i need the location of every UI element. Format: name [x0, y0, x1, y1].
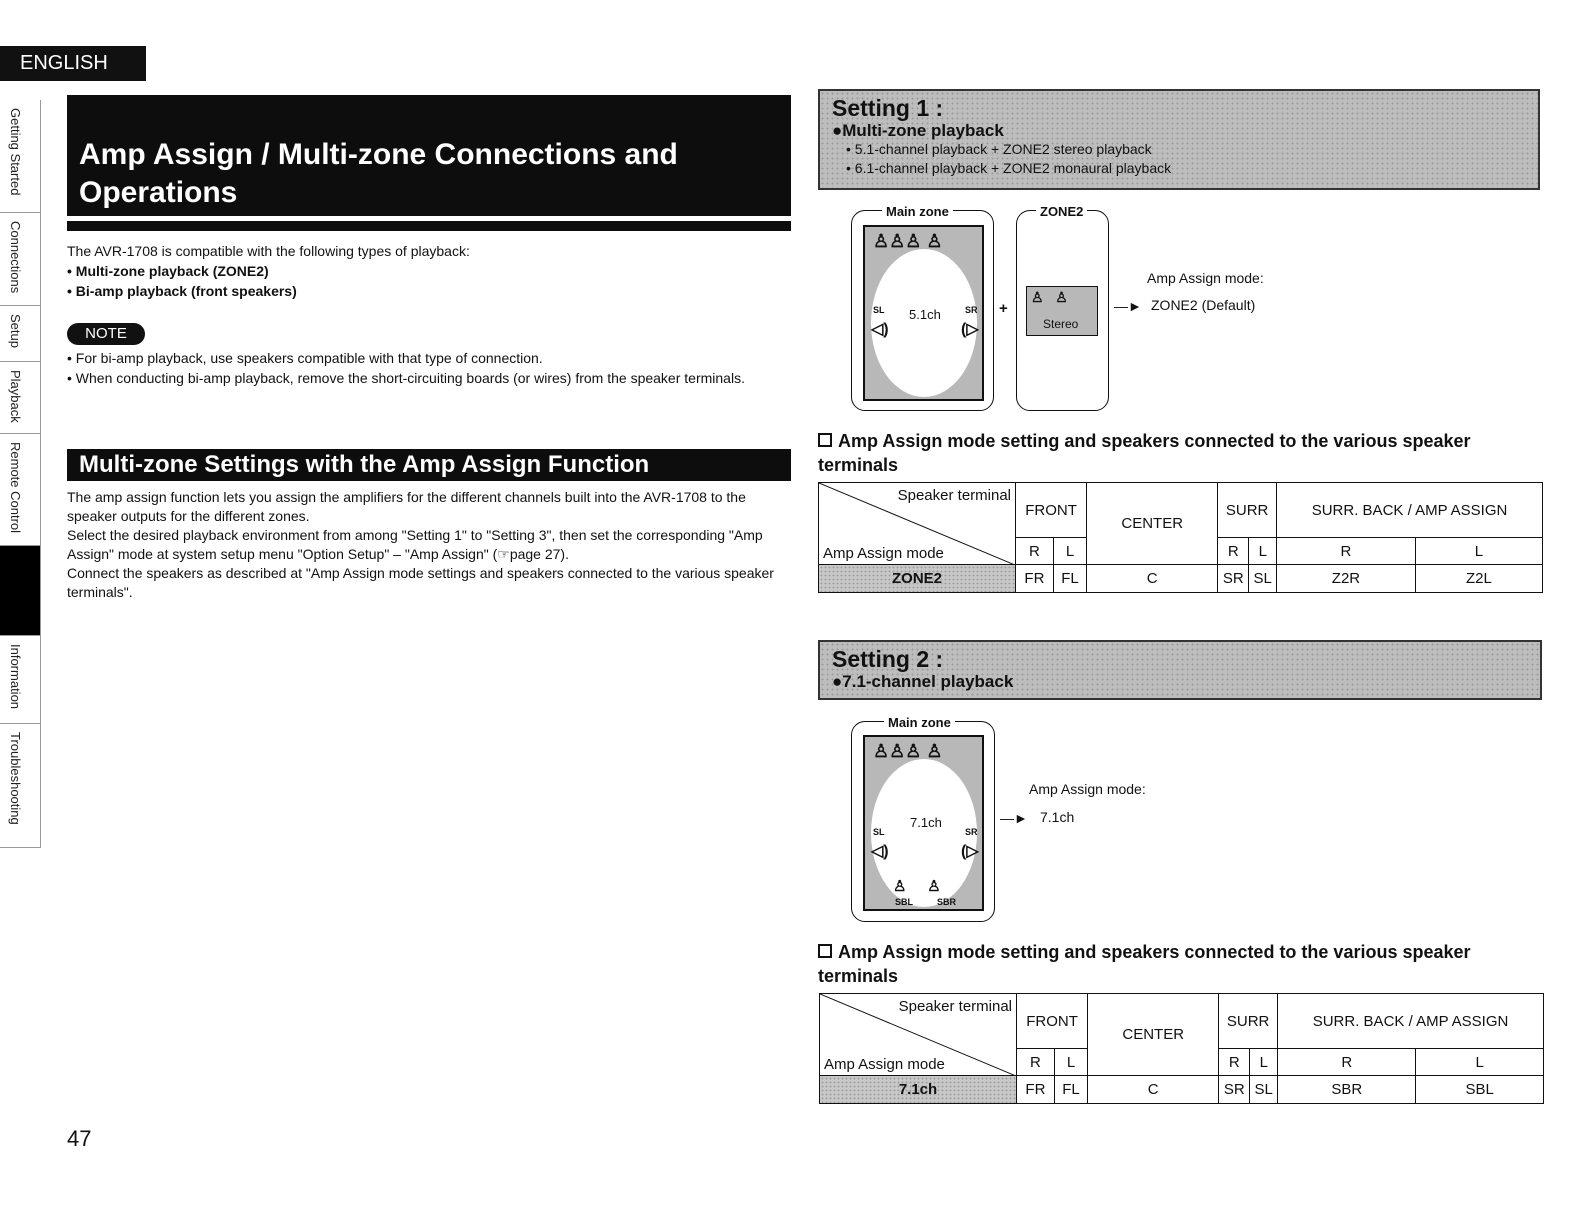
setting1-subtitle: ●Multi-zone playback — [832, 121, 1004, 140]
side-tab-information[interactable]: Information — [0, 636, 40, 724]
main-zone-label: Main zone — [884, 715, 955, 730]
amp-assign-mode-label: Amp Assign mode: — [1147, 270, 1264, 286]
surround-back-left-label: SBL — [895, 897, 913, 907]
surr-header: SURR — [1218, 483, 1277, 538]
main-zone-room — [863, 225, 984, 401]
surr-back-header: SURR. BACK / AMP ASSIGN — [1277, 483, 1543, 538]
surround-right-speaker-icon: (▷ — [961, 843, 979, 860]
l-header: L — [1415, 538, 1542, 565]
table-cell: Z2L — [1415, 565, 1542, 593]
front-header: FRONT — [1016, 483, 1087, 538]
surround-left-label: SL — [873, 305, 885, 315]
zone2-label: ZONE2 — [1036, 204, 1087, 219]
subsection-title: Amp Assign mode setting and speakers connected to the various speaker terminals — [818, 942, 1471, 986]
channel-label: 5.1ch — [909, 307, 941, 322]
table-corner-cell — [820, 994, 1017, 1076]
surround-back-right-label: SBR — [937, 897, 957, 907]
l-header: L — [1053, 538, 1086, 565]
l-header: L — [1054, 1049, 1087, 1076]
table-cell: SL — [1249, 565, 1277, 593]
r-header: R — [1016, 538, 1054, 565]
table-cell: FR — [1016, 565, 1054, 593]
section-paragraph: Connect the speakers as described at "Amp Assign mode settings and speakers connected to the various speaker terminals". — [67, 565, 774, 600]
title-box — [67, 95, 791, 216]
r-header: R — [1218, 538, 1249, 565]
table-cell: SR — [1219, 1076, 1250, 1104]
section-title: Multi-zone Settings with the Amp Assign Function — [67, 449, 791, 481]
amp-assign-mode-header: Amp Assign mode — [823, 545, 944, 562]
zone2-speakers-icon: ♙ ♙ — [1031, 289, 1068, 305]
surround-left-speaker-icon: ◁) — [871, 843, 889, 860]
surround-right-speaker-icon: (▷ — [961, 321, 979, 338]
center-header: CENTER — [1088, 994, 1219, 1076]
note-item: • When conducting bi-amp playback, remove the short-circuiting boards (or wires) from the speaker terminals. — [67, 370, 745, 386]
side-tabs — [0, 100, 41, 848]
main-zone-room — [863, 735, 984, 911]
side-tab-getting-started[interactable]: Getting Started — [0, 100, 40, 213]
note-item: • For bi-amp playback, use speakers compatible with that type of connection. — [67, 350, 543, 366]
surr-back-header: SURR. BACK / AMP ASSIGN — [1278, 994, 1544, 1049]
amp-assign-mode-label: Amp Assign mode: — [1029, 781, 1146, 797]
arrow-icon: —► — [1114, 298, 1142, 314]
checkbox-icon — [818, 944, 832, 958]
surround-left-label: SL — [873, 827, 885, 837]
side-tab-connections[interactable]: Connections — [0, 213, 40, 306]
speaker-terminal-header: Speaker terminal — [898, 998, 1012, 1015]
channel-label: 7.1ch — [910, 815, 942, 830]
section-paragraph: The amp assign function lets you assign the amplifiers for the different channels built into the AVR-1708 to the speaker outputs for the different zones. — [67, 489, 746, 524]
surround-back-speakers-icon: ♙ ♙ — [893, 878, 941, 895]
page-title: Amp Assign / Multi-zone Connections and Operations — [79, 138, 678, 209]
setting1-title: Setting 1 : — [832, 95, 944, 121]
side-tab-remote-control[interactable]: Remote Control — [0, 434, 40, 546]
r-header: R — [1278, 1049, 1416, 1076]
main-zone-label: Main zone — [882, 204, 953, 219]
intro-bullet-multizone: • Multi-zone playback (ZONE2) — [67, 263, 269, 279]
r-header: R — [1017, 1049, 1055, 1076]
note-text — [67, 348, 791, 388]
table-cell: C — [1088, 1076, 1219, 1104]
arrow-icon: —► — [1000, 810, 1028, 826]
table-cell: Z2R — [1277, 565, 1416, 593]
amp-assign-table-2 — [819, 993, 1544, 1104]
r-header: R — [1277, 538, 1416, 565]
amp-assign-table-1 — [818, 482, 1543, 593]
side-tab-playback[interactable]: Playback — [0, 362, 40, 434]
l-header: L — [1250, 1049, 1278, 1076]
table-corner-cell — [819, 483, 1016, 565]
front-header: FRONT — [1017, 994, 1088, 1049]
table-cell: FL — [1054, 1076, 1087, 1104]
setting2-header — [818, 640, 1542, 700]
table-cell: SBL — [1416, 1076, 1544, 1104]
front-speakers-icon: ♙♙♙ ♙ — [873, 741, 943, 761]
setting2-title: Setting 2 : — [832, 646, 944, 672]
checkbox-icon — [818, 433, 832, 447]
section-body — [67, 488, 791, 602]
amp-assign-mode-header: Amp Assign mode — [824, 1056, 945, 1073]
side-tab-troubleshooting[interactable]: Troubleshooting — [0, 724, 40, 848]
title-rule — [67, 221, 791, 231]
setting2-subtitle: ●7.1-channel playback — [832, 672, 1014, 691]
center-header: CENTER — [1087, 483, 1218, 565]
table-cell: SR — [1218, 565, 1249, 593]
note-badge: NOTE — [67, 323, 145, 345]
front-speakers-icon: ♙♙♙ ♙ — [873, 231, 943, 251]
plus-sign: + — [999, 300, 1008, 317]
table-cell: C — [1087, 565, 1218, 593]
subsection-title: Amp Assign mode setting and speakers connected to the various speaker terminals — [818, 431, 1471, 475]
language-tab: ENGLISH — [0, 46, 146, 81]
zone2-stereo-label: Stereo — [1043, 317, 1079, 331]
table-cell: 7.1ch — [820, 1076, 1017, 1104]
table-cell: FL — [1053, 565, 1086, 593]
table-cell: SBR — [1278, 1076, 1416, 1104]
table-cell: SL — [1250, 1076, 1278, 1104]
zone2-room — [1026, 286, 1098, 336]
amp-assign-mode-value: 7.1ch — [1040, 809, 1075, 825]
surround-right-label: SR — [965, 305, 978, 315]
intro-line: The AVR-1708 is compatible with the following types of playback: — [67, 243, 470, 259]
speaker-terminal-header: Speaker terminal — [897, 487, 1011, 504]
setting1-item: • 5.1-channel playback + ZONE2 stereo playback — [846, 141, 1152, 157]
intro — [67, 241, 791, 301]
side-tab-setup[interactable]: Setup — [0, 306, 40, 362]
section-paragraph: Select the desired playback environment from among "Setting 1" to "Setting 3", then set the corresponding "Amp Assign" mode at system setup menu "Option Setup" – "Amp Assign" (☞page 27). — [67, 527, 763, 562]
r-header: R — [1219, 1049, 1250, 1076]
surround-left-speaker-icon: ◁) — [871, 321, 889, 338]
page-number: 47 — [67, 1126, 92, 1151]
table-cell: ZONE2 — [819, 565, 1016, 593]
intro-bullet-biamp: • Bi-amp playback (front speakers) — [67, 283, 297, 299]
table-cell: FR — [1017, 1076, 1055, 1104]
surround-right-label: SR — [965, 827, 978, 837]
l-header: L — [1249, 538, 1277, 565]
l-header: L — [1416, 1049, 1544, 1076]
side-tab-active[interactable] — [0, 546, 40, 636]
setting1-header — [818, 89, 1540, 190]
surr-header: SURR — [1219, 994, 1278, 1049]
setting1-item: • 6.1-channel playback + ZONE2 monaural playback — [846, 160, 1172, 176]
amp-assign-mode-value: ZONE2 (Default) — [1151, 297, 1256, 313]
